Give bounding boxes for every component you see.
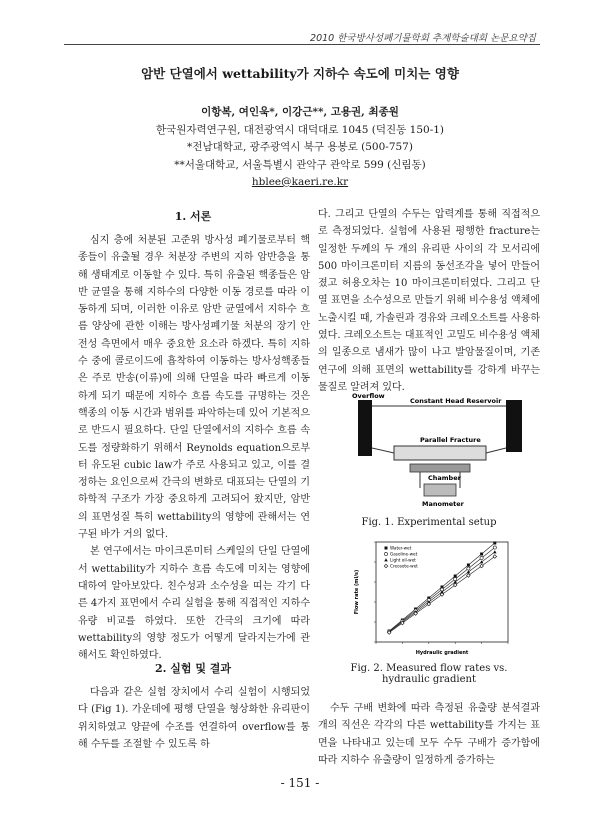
chamber xyxy=(410,464,470,472)
right-paragraph-1: 다. 그리고 단열의 수두는 압력계를 통해 직접적으로 측정되었다. 실험에 사용된 평행한 fracture는 일정한 두께의 두 개의 유리판 사이의 각 모서리에 500 마이크론미터 지름의 동선조각을 넣어 만들어졌고 허용오차는 10 마이크론미터였다. 그리고 단열 표면을 소수성으로 만들기 위해 비수용성 액체에 노출시킬 때, 가솔린과 경유와 크레오소트를 사용하였다. 크레오소트는 대표적인 고밀도 비수용성 액체의 일종으로 냄새가 많이 나고 발암물질이며, 기존 연구에 의해 표면의 wettability를 강하게 바꾸는 물질로 알려져 있다. xyxy=(318,209,540,393)
right-paragraph-2: 수두 구배 변화에 따라 측정된 유출량 분석결과 개의 직선은 각각의 다른 wettability를 가지는 표면을 나타내고 있는데 모두 수두 구배가 증가함에 따라 지하수 유출량이 일정하게 증가하는 xyxy=(318,703,540,766)
legend-marker-3 xyxy=(384,558,388,561)
data-point-s3-9 xyxy=(493,550,497,553)
data-point-s1-9 xyxy=(493,542,496,545)
intro-body xyxy=(78,232,310,664)
legend-marker-4 xyxy=(384,564,388,568)
author-block xyxy=(0,104,600,192)
header-rule xyxy=(64,44,540,45)
fig2-caption-line1: Fig. 2. Measured flow rates vs. xyxy=(350,663,508,674)
y-axis-label: Flow rate (ml/s) xyxy=(354,569,360,615)
legend-entry-3: Light oil-wet xyxy=(390,557,416,563)
outlet-tube xyxy=(486,448,506,453)
author-names: 이항복, 여인욱*, 이강근**, 고용권, 최종원 xyxy=(201,106,399,118)
legend-entry-1: Water-wet xyxy=(390,545,412,551)
experimental-setup-figure xyxy=(350,392,530,512)
right-column-text xyxy=(318,206,540,396)
data-point-s1-6 xyxy=(454,575,457,578)
data-point-s2-9 xyxy=(493,546,496,549)
data-point-s2-7 xyxy=(467,567,470,570)
chamber-label: Chamber xyxy=(428,474,461,482)
right-reservoir xyxy=(506,400,522,452)
fig2-caption-line2: hydraulic gradient xyxy=(382,674,476,685)
legend-marker-1 xyxy=(385,547,388,550)
x-axis-label: Hydraulic gradient xyxy=(415,650,469,656)
chart-legend xyxy=(384,546,418,569)
affiliation-3: **서울대학교, 서울특별시 관악구 관악로 599 (신림동) xyxy=(174,158,426,171)
legend-entry-4: Creosote-wet xyxy=(390,563,418,569)
experiment-body xyxy=(78,684,310,753)
legend-marker-2 xyxy=(384,552,387,555)
page-number: - 151 - xyxy=(280,776,320,790)
experiment-heading: 2. 실험 및 결과 xyxy=(154,662,232,675)
affiliation-1: 한국원자력연구원, 대전광역시 대덕대로 1045 (덕진동 150-1) xyxy=(155,123,445,136)
fig1-caption: Fig. 1. Experimental setup xyxy=(361,517,497,528)
experiment-paragraph-1: 다음과 같은 실험 장치에서 수리 실험이 시행되었다 (Fig 1). 가운데에 평행 단열을 형상화한 유리판이 위치하였고 양끝에 수조를 연결하여 overflow를 통해 수두를 조절할 수 있도록 하 xyxy=(78,687,310,750)
reservoir-label: Constant Head Reservoir xyxy=(410,397,502,405)
intro-paragraph-2: 본 연구에서는 마이크론미터 스케일의 단일 단열에서 wettability가 지하수 흐름 속도에 미치는 영향에 대하여 알아보았다. 친수성과 소수성을 띠는 각기 다른 4가지 표면에서 수리 실험을 통해 직접적인 지하수 유량 비교를 하였다. 또한 간극의 크기에 따라 wettability의 영향 정도가 어떻게 달라지는가에 관해서도 확인하였다. xyxy=(78,546,310,662)
legend-entry-2: Gasoline-wet xyxy=(390,551,418,557)
flow-rate-chart xyxy=(348,536,518,661)
affiliation-2: *전남대학교, 광주광역시 북구 용봉로 (500-757) xyxy=(187,141,413,153)
intro-paragraph-1: 심지 층에 처분된 고준위 방사성 폐기물로부터 핵종들이 유출될 경우 처분장 주변의 지하 암반층을 통해 생태계로 이동할 수 있다. 특히 유출된 핵종들은 암반 균열을 통해 지하수의 다양한 이동 경로를 따라 이동하게 되며, 이러한 이유로 암반 균열에서 지하수 흐름 양상에 관한 이해는 방사성폐기물 처분의 장기 안전성 측면에서 매우 중요한 요소라 하겠다. 특히 지하수 중에 콜로이드에 흡착하여 이동하는 방사성핵종들은 주로 반송(이류)에 의해 단열을 따라 빠르게 이동하게 되기 때문에 지하수 흐름 속도를 규명하는 것은 핵종의 이동 시간과 범위를 파악하는데 있어 기본적으로 반드시 필요하다. 단일 단열에서의 지하수 흐름 속도를 정량화하기 위해서 Reynolds equation으로부터 유도된 cubic law가 주로 사용되고 있고, 이를 결정하는 요인으로써 간극의 변화로 대표되는 단열의 기하학적 구조가 가장 중요하게 고려되어 왔지만, 암반의 표면성질 특히 wettability의 영향에 관해서는 연구된 바가 거의 없다. xyxy=(78,235,310,541)
intro-heading: 1. 서론 xyxy=(174,210,212,223)
data-point-s1-7 xyxy=(467,564,470,567)
parallel-fracture xyxy=(394,446,486,460)
fracture-label: Parallel Fracture xyxy=(420,436,481,444)
overflow-label: Overflow xyxy=(352,392,385,400)
manometer-label: Manometer xyxy=(422,500,464,508)
data-point-s2-8 xyxy=(480,556,483,559)
fig2-caption xyxy=(318,663,540,685)
data-point-s2-6 xyxy=(454,577,457,580)
data-point-s1-8 xyxy=(480,553,483,556)
paper-title: 암반 단열에서 wettability가 지하수 속도에 미치는 영향 xyxy=(141,66,459,81)
right-column-text-2 xyxy=(318,700,540,769)
conference-header: 2010 한국방사성폐기물학회 추계학술대회 논문요약집 xyxy=(310,33,536,44)
left-reservoir xyxy=(358,400,372,456)
author-email[interactable]: hblee@kaeri.re.kr xyxy=(251,176,349,188)
manometer xyxy=(424,484,456,496)
inlet-tube xyxy=(372,448,394,453)
